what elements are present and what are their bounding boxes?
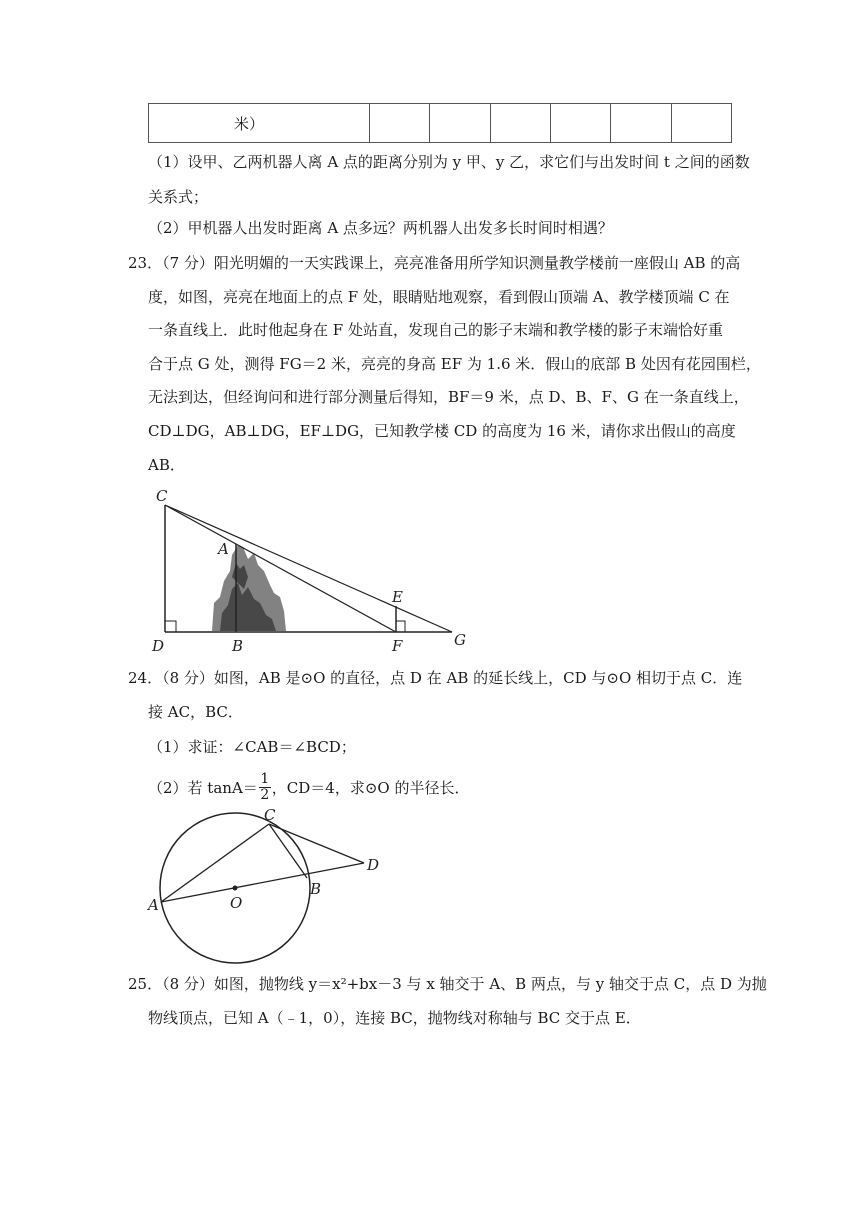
q24-part2: [148, 772, 738, 803]
q24-part2-post: ，CD＝4，求⊙O 的半径长．: [271, 778, 470, 797]
q23-figure: [140, 485, 480, 655]
label-C: C: [156, 487, 168, 505]
table-row: [149, 104, 732, 143]
line-AC: [161, 824, 269, 902]
q23-line-3: 一条直线上．此时他起身在 F 处站直，发现自己的影子末端和教学楼的影子末端恰好重: [148, 321, 723, 339]
shadow-line-CG: [165, 505, 452, 632]
fraction-denominator: 2: [260, 787, 270, 803]
label-O: O: [230, 894, 243, 912]
fraction-numerator: 1: [260, 771, 270, 787]
q22-part1-line2: 关系式；: [148, 188, 209, 206]
q24-diagram: [140, 804, 390, 964]
q25-line-1: 25．（8 分）如图，抛物线 y＝x²+bx－3 与 x 轴交于 A、B 两点，与 y 轴交于点 C，点 D 为抛: [128, 975, 767, 993]
q24-part1: （1）求证：∠CAB＝∠BCD；: [148, 738, 356, 756]
table-cell: [671, 104, 731, 143]
q22-part1-line1: （1）设甲、乙两机器人离 A 点的距离分别为 y 甲、y 乙，求它们与出发时间 t 之间的函数: [148, 153, 750, 171]
q24-figure: [140, 804, 390, 964]
q23-line-5: 无法到达，但经询问和进行部分测量后得知，BF＝9 米，点 D、B、F、G 在一条直线上，: [148, 388, 749, 406]
q24-line-2: 接 AC，BC．: [148, 703, 243, 721]
q23-line-7: AB．: [148, 456, 185, 474]
table-cell: [550, 104, 610, 143]
table-cell: [490, 104, 550, 143]
q23-line-6: CD⊥DG，AB⊥DG，EF⊥DG，已知教学楼 CD 的高度为 16 米，请你求出假山的高度: [148, 422, 736, 440]
label-B: B: [310, 880, 322, 898]
q25-line-2: 物线顶点，已知 A（﹣1，0），连接 BC，抛物线对称轴与 BC 交于点 E．: [148, 1009, 641, 1027]
data-table: [148, 103, 732, 143]
label-F: F: [392, 637, 403, 655]
label-C: C: [264, 806, 276, 824]
fraction: [259, 772, 271, 803]
q23-diagram: [140, 485, 480, 655]
table-cell: 米）: [149, 104, 370, 143]
label-E: E: [392, 588, 403, 606]
q23-line-4: 合于点 G 处，测得 FG＝2 米，亮亮的身高 EF 为 1.6 米．假山的底部 B 处因有花园围栏，: [148, 355, 761, 373]
label-A: A: [218, 540, 229, 558]
table-cell: [611, 104, 671, 143]
table-cell: [370, 104, 430, 143]
q22-part2: （2）甲机器人出发时距离 A 点多远？两机器人出发多长时间时相遇？: [148, 219, 613, 237]
label-D: D: [152, 637, 165, 655]
q23-line-1: 23．（7 分）阳光明媚的一天实践课上，亮亮准备用所学知识测量教学楼前一座假山 AB 的高: [128, 254, 741, 272]
q24-part2-pre: （2）若 tanA＝: [148, 778, 258, 797]
label-B: B: [232, 637, 244, 655]
right-angle-F: [396, 621, 405, 632]
line-AD: [161, 863, 364, 902]
label-A: A: [148, 896, 159, 914]
label-D: D: [367, 856, 380, 874]
label-G: G: [454, 631, 466, 649]
table-cell: [430, 104, 490, 143]
q24-line-1: 24．（8 分）如图，AB 是⊙O 的直径，点 D 在 AB 的延长线上，CD 与⊙O 相切于点 C．连: [128, 669, 743, 687]
right-angle-D: [165, 621, 176, 632]
center-O-dot: [233, 886, 238, 891]
q23-line-2: 度，如图，亮亮在地面上的点 F 处，眼睛贴地观察，看到假山顶端 A、教学楼顶端 C 在: [148, 288, 730, 306]
